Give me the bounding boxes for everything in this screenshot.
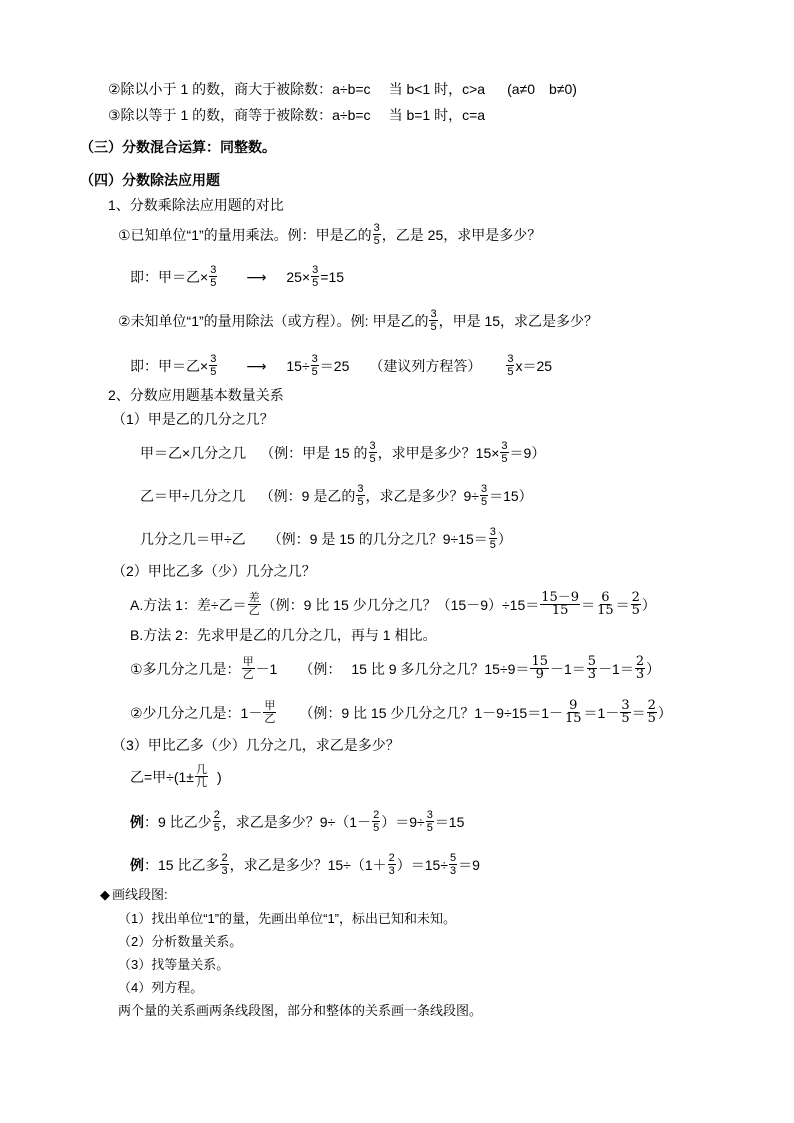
- rule-text: （例：: [299, 660, 342, 677]
- relation-example: ，求乙是多少？9÷: [365, 487, 479, 504]
- rule-line-less-than-one: [108, 80, 577, 98]
- fraction: $\frac{2}{5}$: [213, 809, 220, 834]
- eq-note: （建议列方程答）: [369, 357, 482, 374]
- rule-note-b: b≠0): [548, 81, 577, 97]
- rule-text: （例：9 比 15 少几分之几？1－9÷15＝1－: [299, 704, 563, 721]
- heading-text: （三）分数混合运算：同整数。: [80, 139, 276, 155]
- example-text: ＝9: [458, 856, 480, 873]
- part-text: （1）甲是乙的几分之几？: [112, 411, 274, 427]
- summary-text: 两个量的关系画两条线段图，部分和整体的关系画一条线段图。: [118, 1003, 483, 1018]
- relation-3: [140, 526, 512, 551]
- fraction: $\frac{2}{5}$: [647, 698, 656, 726]
- draw-step-2: [118, 933, 242, 951]
- part-text: （2）甲比乙多（少）几分之几？: [112, 563, 316, 579]
- draw-summary: [118, 1002, 482, 1020]
- section-heading-4: [80, 171, 220, 189]
- draw-title: [100, 886, 168, 904]
- arrow-icon: ⟶: [246, 357, 267, 374]
- section-heading-3: [80, 138, 276, 156]
- fraction: $\frac{5}{3}$: [587, 654, 597, 682]
- fraction: $\frac{\text{甲}}{\text{乙}}$: [264, 700, 276, 725]
- rule-text: ②少几分之几是：1－: [130, 704, 263, 721]
- draw-step-4: [118, 979, 203, 997]
- example-label: 例: [130, 813, 144, 830]
- arrow-icon: ⟶: [246, 268, 267, 285]
- formula-text: ): [217, 768, 222, 785]
- relation-example: （例：9 是乙的: [259, 487, 356, 504]
- method-text: （例：9 比 15 少几分之几？（15－9）÷15＝: [261, 596, 540, 613]
- method-text: ）: [641, 596, 656, 613]
- fraction: $\frac{3}{5}$: [621, 698, 630, 726]
- subheading-1: [108, 196, 284, 214]
- method-text: A.方法 1：差÷乙＝: [130, 596, 247, 613]
- example-3a: [130, 809, 464, 834]
- subheading-text: 2、分数应用题基本数量关系: [108, 387, 284, 403]
- fraction: $\frac{3}{5}$: [311, 353, 318, 378]
- step-text: （4）列方程。: [118, 980, 204, 995]
- rule-text: ③除以等于 1 的数，商等于被除数：a÷b=c: [108, 107, 371, 123]
- example-text: ，求乙是多少？15÷（1＋: [229, 856, 387, 873]
- fraction: $\frac{\text{几}}{\text{几}}$: [196, 764, 207, 789]
- fraction: $\frac{2}{5}$: [373, 809, 380, 834]
- fraction: $\frac{3}{5}$: [210, 264, 217, 289]
- rule-line-equal-one: [108, 106, 485, 124]
- draw-step-3: [118, 956, 229, 974]
- less-fraction-rule: [130, 700, 672, 725]
- example-1-equation: [130, 264, 344, 289]
- example-text: ：15 比乙多: [144, 856, 220, 873]
- relation-example: ＝15）: [489, 487, 533, 504]
- rule-text: ）: [646, 660, 661, 677]
- fraction: $\frac{3}{5}$: [210, 353, 217, 378]
- heading-text: （四）分数除法应用题: [80, 172, 220, 188]
- fraction: $\frac{6}{15}$: [597, 590, 614, 618]
- relation-example: （例：甲是 15 的: [260, 444, 368, 461]
- fraction: $\frac{3}{5}$: [507, 353, 514, 378]
- example-text: ＝15: [434, 813, 465, 830]
- part-3-heading: [112, 736, 400, 754]
- rule-condition: 当 b<1 时，c>a: [388, 81, 486, 97]
- relation-text: 乙＝甲÷几分之几: [140, 487, 246, 504]
- rule-text: ）: [657, 704, 672, 721]
- fraction: $\frac{2}{3}$: [388, 852, 395, 877]
- step-text: （3）找等量关系。: [118, 957, 230, 972]
- eq-text: 即：甲＝乙×: [130, 357, 209, 374]
- fraction: $\frac{3}{5}$: [430, 308, 437, 333]
- method-text: B.方法 2：先求甲是乙的几分之几，再与 1 相比。: [130, 627, 437, 643]
- example-2: [118, 308, 598, 333]
- method-text: ＝: [581, 596, 596, 613]
- method-a: [130, 592, 656, 617]
- part-2-heading: [112, 562, 316, 580]
- rule-text: ＝: [631, 704, 646, 721]
- fraction: $\frac{15-9}{15}$: [541, 590, 580, 618]
- fraction: $\frac{3}{5}$: [312, 264, 319, 289]
- diamond-bullet-icon: ◆: [100, 887, 110, 902]
- rule-text: －1＝: [598, 660, 634, 677]
- relation-example: ＝9）: [509, 444, 546, 461]
- eq-text: x＝25: [515, 357, 553, 374]
- rule-text: ②除以小于 1 的数，商大于被除数：a÷b=c: [108, 81, 371, 97]
- rule-text: －1: [255, 660, 278, 677]
- example-text: ，乙是 25，求甲是多少？: [381, 226, 542, 243]
- example-2-equation: [130, 353, 552, 378]
- example-label: 例: [130, 856, 144, 873]
- relation-text: 甲＝乙×几分之几: [140, 444, 247, 461]
- method-text: ＝: [615, 596, 630, 613]
- draw-step-1: [118, 910, 456, 928]
- relation-example: （例：9 是 15 的几分之几？9÷15＝: [267, 530, 488, 547]
- fraction: $\frac{3}{5}$: [426, 809, 433, 834]
- example-text: ②未知单位“1”的量用除法（或方程）。例: 甲是乙的: [118, 312, 429, 329]
- eq-text: 25×: [286, 268, 311, 285]
- rule-text: ①多几分之几是：: [130, 660, 241, 677]
- formula-text: 乙=甲÷(1±: [130, 768, 194, 785]
- rule-text: ＝1－: [583, 704, 620, 721]
- example-3b: [130, 852, 480, 877]
- example-text: ，求乙是多少？9÷（1－: [221, 813, 372, 830]
- fraction: $\frac{3}{5}$: [373, 222, 380, 247]
- eq-text: ＝25: [319, 357, 350, 374]
- eq-text: =15: [320, 268, 345, 285]
- example-text: ）＝15÷: [396, 856, 449, 873]
- fraction: $\frac{15}{9}$: [531, 654, 548, 682]
- example-text: ，甲是 15，求乙是多少？: [438, 312, 599, 329]
- relation-text: 几分之几＝甲÷乙: [140, 530, 246, 547]
- eq-text: 即：甲＝乙×: [130, 268, 209, 285]
- relation-2: [140, 483, 533, 508]
- more-fraction-rule: [130, 656, 660, 681]
- part-1-heading: [112, 410, 274, 428]
- example-text: ：9 比乙少: [144, 813, 212, 830]
- fraction: $\frac{3}{5}$: [357, 483, 364, 508]
- step-text: （2）分析数量关系。: [118, 934, 243, 949]
- method-b: [130, 626, 436, 644]
- example-text: ）＝9÷: [381, 813, 425, 830]
- relation-example: ，求甲是多少？15×: [377, 444, 500, 461]
- draw-title-text: 画线段图:: [112, 887, 168, 902]
- fraction: $\frac{5}{3}$: [450, 852, 457, 877]
- relation-example: ）: [497, 530, 512, 547]
- fraction: $\frac{3}{5}$: [480, 483, 488, 508]
- eq-text: 15÷: [286, 357, 310, 374]
- part-text: （3）甲比乙多（少）几分之几，求乙是多少？: [112, 737, 400, 753]
- rule-text: 15 比 9 多几分之几？15÷9＝: [351, 660, 530, 677]
- fraction: $\frac{\text{甲}}{\text{乙}}$: [242, 656, 254, 681]
- subheading-text: 1、分数乘除法应用题的对比: [108, 197, 284, 213]
- fraction: $\frac{3}{5}$: [489, 526, 496, 551]
- fraction: $\frac{3}{5}$: [369, 440, 376, 465]
- fraction: $\frac{9}{15}$: [565, 698, 582, 726]
- subheading-2: [108, 386, 284, 404]
- fraction: $\frac{3}{5}$: [501, 440, 508, 465]
- relation-1: [140, 440, 545, 465]
- step-text: （1）找出单位“1”的量，先画出单位“1”，标出已知和未知。: [118, 911, 457, 926]
- rule-note-a: (a≠0: [507, 81, 535, 97]
- formula-3: [130, 764, 222, 789]
- fraction: $\frac{2}{3}$: [635, 654, 645, 682]
- example-1: [118, 222, 541, 247]
- fraction: $\frac{\text{差}}{\text{乙}}$: [248, 592, 260, 617]
- fraction: $\frac{2}{5}$: [631, 590, 640, 618]
- rule-condition: 当 b=1 时，c=a: [388, 107, 486, 123]
- rule-text: －1＝: [549, 660, 586, 677]
- fraction: $\frac{2}{3}$: [221, 852, 228, 877]
- example-text: ①已知单位“1”的量用乘法。例：甲是乙的: [118, 226, 372, 243]
